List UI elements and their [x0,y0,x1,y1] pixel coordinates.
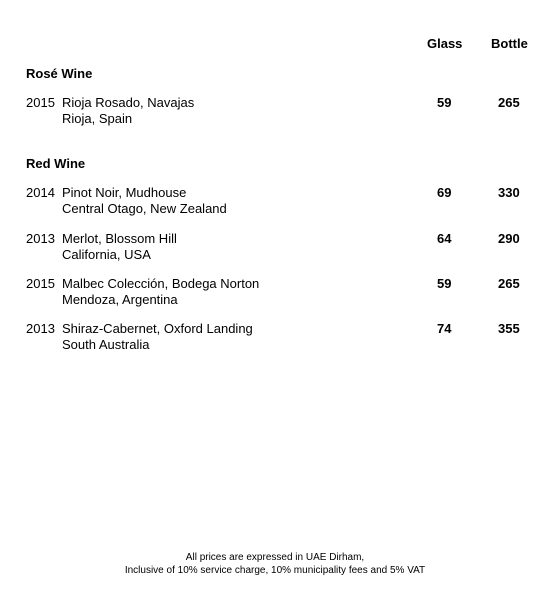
glass-price: 59 [437,276,452,291]
bottle-column-header: Bottle [491,36,528,51]
wine-year: 2015 [26,95,55,110]
glass-price: 74 [437,321,452,336]
footer-line-currency: All prices are expressed in UAE Dirham, [185,552,365,563]
wine-year: 2014 [26,185,55,200]
bottle-price: 265 [498,95,520,110]
bottle-price: 265 [498,276,520,291]
glass-price: 59 [437,95,452,110]
wine-year: 2013 [26,321,55,336]
wine-region: California, USA [62,247,151,262]
glass-column-header: Glass [427,36,463,51]
bottle-price: 330 [498,185,520,200]
glass-price: 69 [437,185,452,200]
wine-region: Rioja, Spain [62,111,133,126]
wine-region: South Australia [62,337,150,352]
section-title-rose-wine: Rosé Wine [26,66,93,81]
wine-name: Malbec Colección, Bodega Norton [62,276,260,291]
footer-line-charges: Inclusive of 10% service charge, 10% municipality fees and 5% VAT [124,565,426,576]
bottle-price: 290 [498,231,520,246]
footer-note [0,551,550,577]
wine-name: Shiraz-Cabernet, Oxford Landing [62,321,253,336]
wine-name: Merlot, Blossom Hill [62,231,177,246]
wine-name: Rioja Rosado, Navajas [62,95,195,110]
wine-region: Central Otago, New Zealand [62,201,227,216]
wine-region: Mendoza, Argentina [62,292,178,307]
wine-name: Pinot Noir, Mudhouse [62,185,187,200]
glass-price: 64 [437,231,452,246]
section-title-red-wine: Red Wine [26,156,86,171]
bottle-price: 355 [498,321,520,336]
wine-year: 2015 [26,276,55,291]
wine-year: 2013 [26,231,55,246]
